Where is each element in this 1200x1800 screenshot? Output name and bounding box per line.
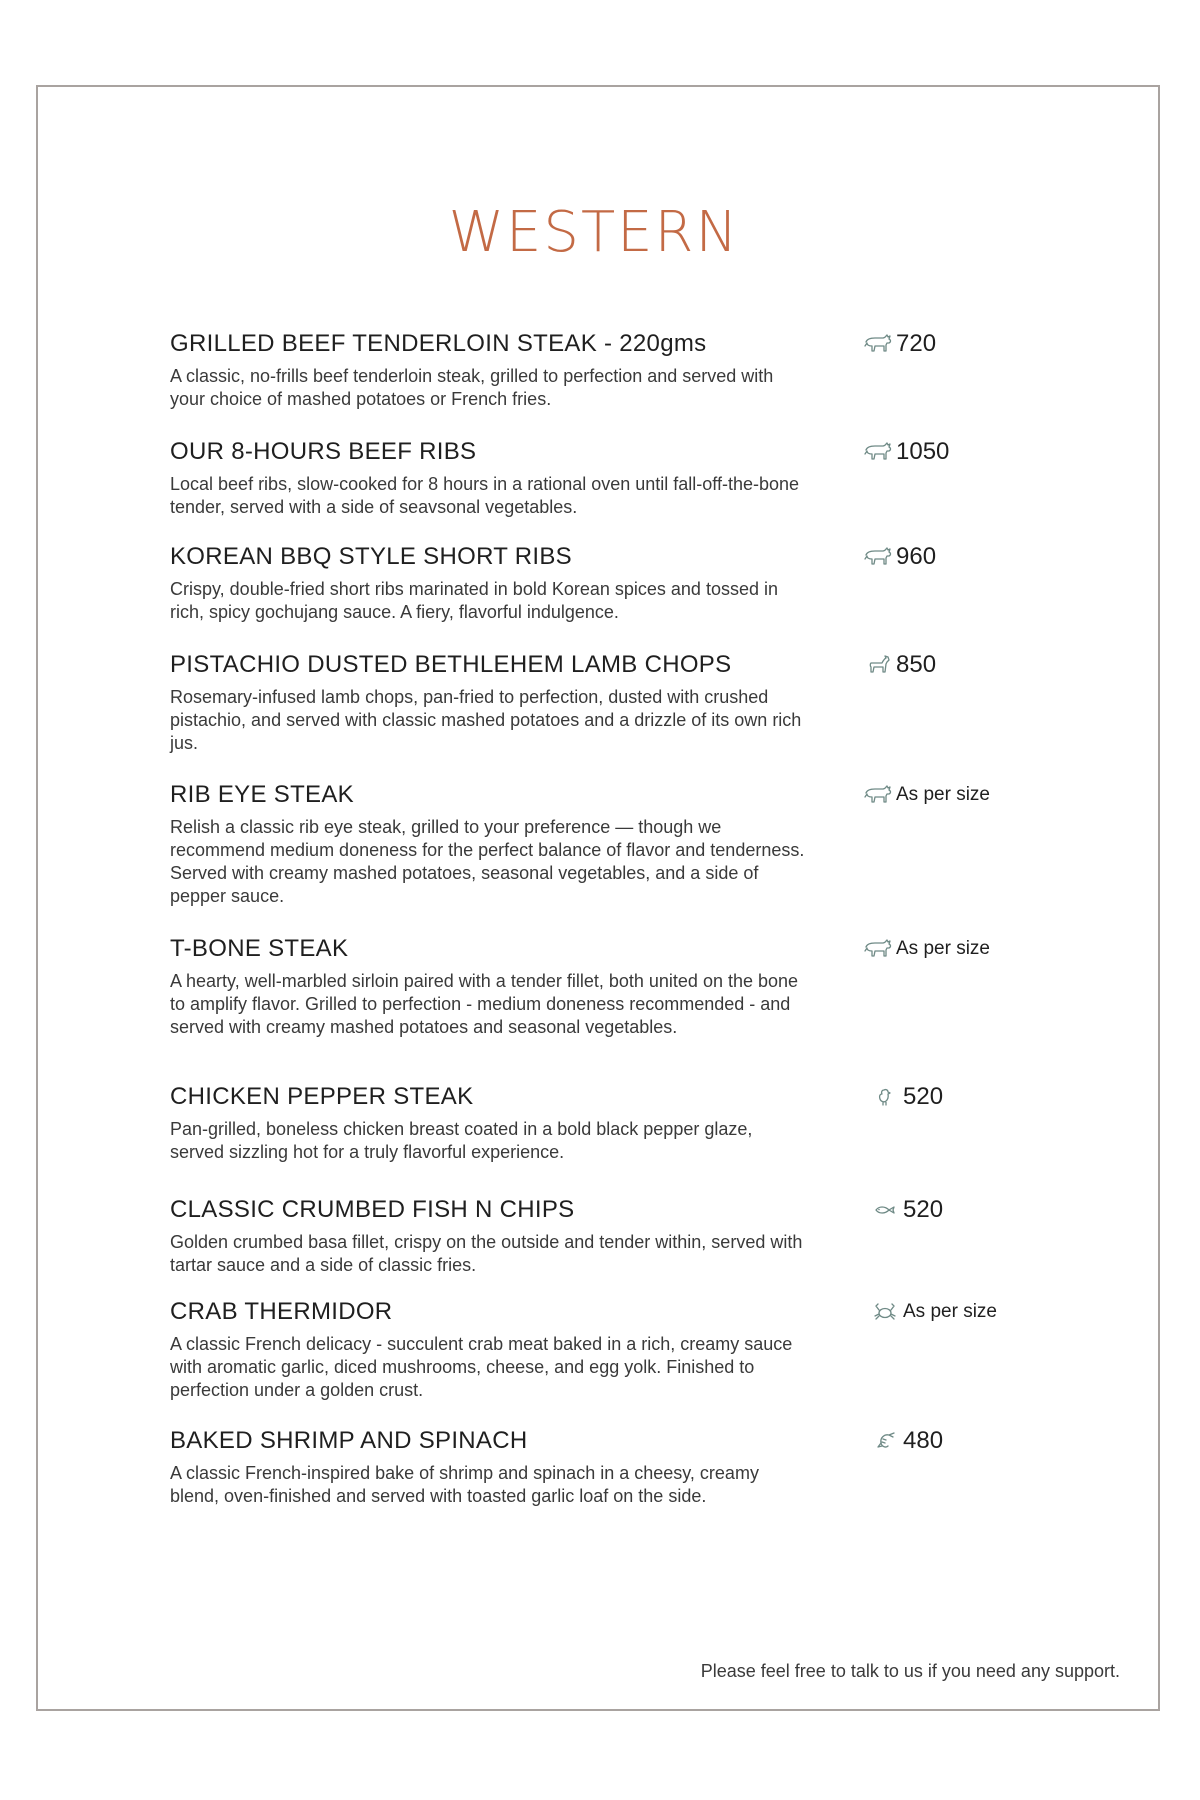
menu-item xyxy=(170,438,1130,519)
goat-icon xyxy=(863,654,893,676)
menu-item xyxy=(170,1083,1130,1164)
chicken-icon xyxy=(870,1086,900,1108)
price-value: As per size xyxy=(896,938,990,959)
item-name: GRILLED BEEF TENDERLOIN STEAK - 220gms xyxy=(170,330,707,357)
menu-title-text: WESTERN xyxy=(448,200,740,265)
cow-icon xyxy=(863,546,893,568)
item-price xyxy=(863,935,990,963)
item-description: Pan-grilled, boneless chicken breast coated in a bold black pepper glaze, served sizzling hot for a truly flavorful experience. xyxy=(170,1119,753,1162)
price-value: 480 xyxy=(903,1427,944,1454)
item-price xyxy=(870,1196,943,1224)
menu-item xyxy=(170,781,1130,908)
price-value: As per size xyxy=(896,784,990,805)
item-price xyxy=(863,438,949,466)
item-name: CLASSIC CRUMBED FISH N CHIPS xyxy=(170,1196,575,1223)
item-price xyxy=(863,651,936,679)
item-description: Golden crumbed basa fillet, crispy on the outside and tender within, served with tartar sauce and a side of classic fries. xyxy=(170,1232,803,1275)
price-value: 520 xyxy=(903,1083,944,1110)
menu-item xyxy=(170,1196,1130,1277)
item-description: Crispy, double-fried short ribs marinated in bold Korean spices and tossed in rich, spicy gochujang sauce. A fiery, flavorful indulgence. xyxy=(170,579,778,622)
fish-icon xyxy=(870,1199,900,1221)
item-description: Local beef ribs, slow-cooked for 8 hours in a rational oven until fall-off-the-bone tender, served with a side of seavsonal vegetables. xyxy=(170,474,800,517)
menu-item xyxy=(170,543,1130,624)
item-price xyxy=(863,330,936,358)
menu-item xyxy=(170,1427,1130,1508)
item-description: Relish a classic rib eye steak, grilled to your preference — though we recommend medium doneness for the perfect balance of flavor and tenderness. Served with creamy mashed potatoes, seasonal vegetables, and a side of pepper sauce. xyxy=(170,817,805,906)
price-value: 720 xyxy=(896,330,937,357)
item-price xyxy=(870,1298,997,1326)
price-value: 850 xyxy=(896,651,937,678)
menu-item xyxy=(170,1298,1130,1402)
cow-icon xyxy=(863,938,893,960)
price-value: 1050 xyxy=(896,438,950,465)
crab-icon xyxy=(870,1301,900,1323)
shrimp-icon xyxy=(870,1430,900,1452)
item-name: CHICKEN PEPPER STEAK xyxy=(170,1083,474,1110)
item-name: RIB EYE STEAK xyxy=(170,781,354,808)
cow-icon xyxy=(863,333,893,355)
item-name: BAKED SHRIMP AND SPINACH xyxy=(170,1427,528,1454)
item-price xyxy=(870,1427,943,1455)
item-price xyxy=(863,781,990,809)
item-price xyxy=(870,1083,943,1111)
menu-item xyxy=(170,651,1130,755)
item-price xyxy=(863,543,936,571)
cow-icon xyxy=(863,441,893,463)
price-value: 960 xyxy=(896,543,937,570)
item-description: A classic French-inspired bake of shrimp and spinach in a cheesy, creamy blend, oven-finished and served with toasted garlic loaf on the side. xyxy=(170,1463,759,1506)
item-name: CRAB THERMIDOR xyxy=(170,1298,393,1325)
footer-note: Please feel free to talk to us if you need any support. xyxy=(700,1661,1120,1681)
menu-item xyxy=(170,330,1130,411)
item-name: KOREAN BBQ STYLE SHORT RIBS xyxy=(170,543,572,570)
menu-item xyxy=(170,935,1130,1039)
item-description: A classic, no-frills beef tenderloin steak, grilled to perfection and served with your choice of mashed potatoes or French fries. xyxy=(170,366,774,409)
menu-title xyxy=(0,200,1188,265)
price-value: As per size xyxy=(903,1301,997,1322)
cow-icon xyxy=(863,784,893,806)
item-name: T-BONE STEAK xyxy=(170,935,349,962)
item-description: Rosemary-infused lamb chops, pan-fried to perfection, dusted with crushed pistachio, and served with classic mashed potatoes and a drizzle of its own rich jus. xyxy=(170,687,802,753)
item-name: PISTACHIO DUSTED BETHLEHEM LAMB CHOPS xyxy=(170,651,732,678)
price-value: 520 xyxy=(903,1196,944,1223)
item-description: A hearty, well-marbled sirloin paired with a tender fillet, both united on the bone to amplify flavor. Grilled to perfection - medium doneness recommended - and served with creamy mashed potatoes and seasonal vegetables. xyxy=(170,971,799,1037)
item-description: A classic French delicacy - succulent crab meat baked in a rich, creamy sauce with aromatic garlic, diced mushrooms, cheese, and egg yolk. Finished to perfection under a golden crust. xyxy=(170,1334,793,1400)
item-name: OUR 8-HOURS BEEF RIBS xyxy=(170,438,477,465)
